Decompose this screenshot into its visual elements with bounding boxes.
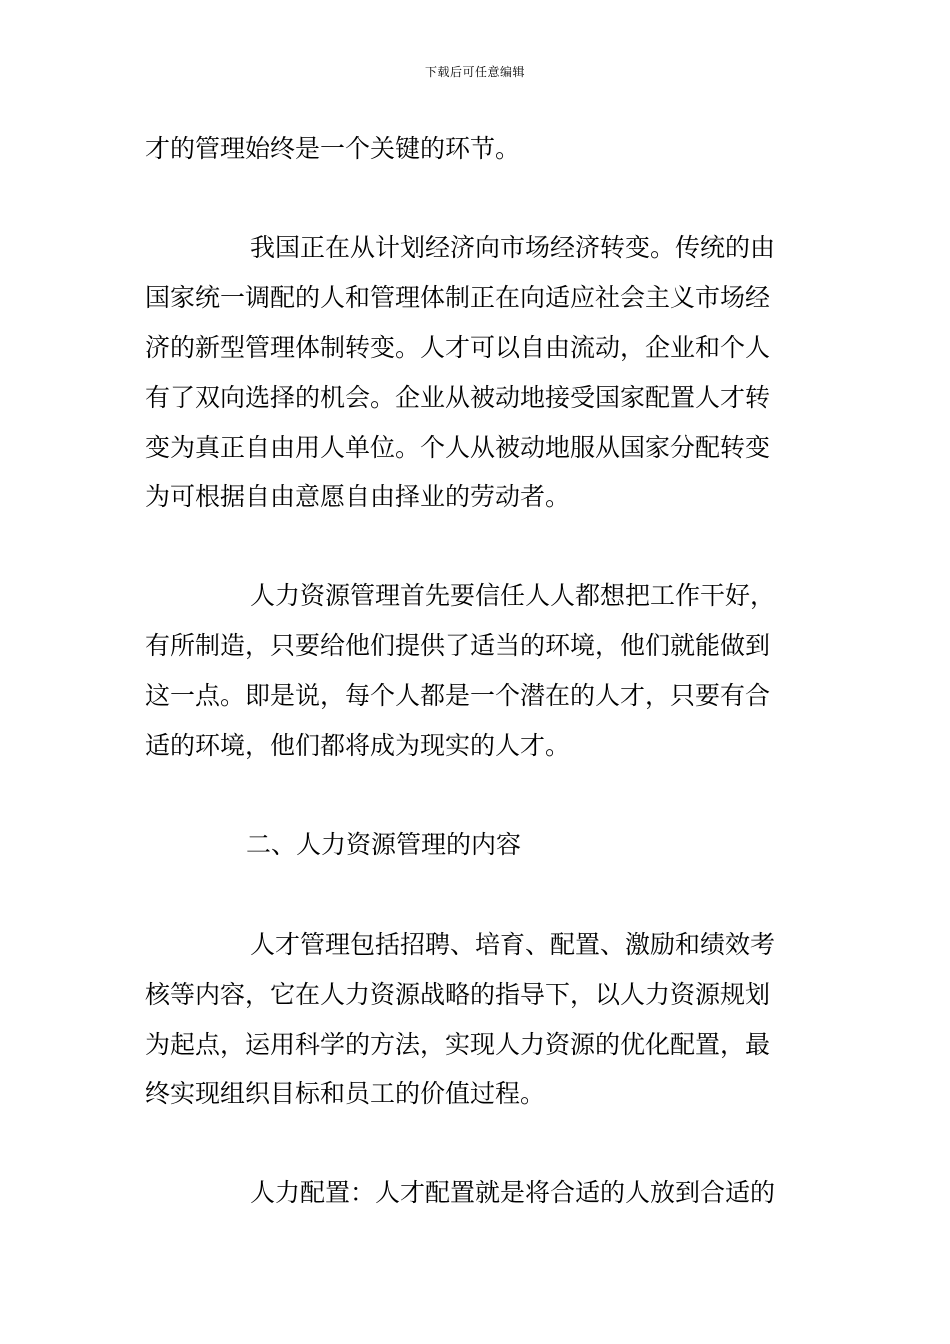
paragraph-line: 人才管理包括招聘、培育、配置、激励和绩效考 xyxy=(250,930,776,959)
paragraph-line: 这一点。即是说，每个人都是一个潜在的人才，只要有合 xyxy=(145,681,771,710)
paragraph-line: 适的环境，他们都将成为现实的人才。 xyxy=(145,731,571,760)
paragraph-line: 有了双向选择的机会。企业从被动地接受国家配置人才转 xyxy=(145,383,771,412)
paragraph-line: 人力资源管理首先要信任人人都想把工作干好， xyxy=(250,581,776,610)
paragraph-line: 我国正在从计划经济向市场经济转变。传统的由 xyxy=(250,233,776,262)
paragraph-line: 国家统一调配的人和管理体制正在向适应社会主义市场经 xyxy=(145,283,771,312)
paragraph-line: 济的新型管理体制转变。人才可以自由流动，企业和个人 xyxy=(145,333,771,362)
page-header: 下载后可任意编辑 xyxy=(424,65,525,79)
paragraph-line: 有所制造，只要给他们提供了适当的环境，他们就能做到 xyxy=(145,631,771,660)
section-heading: 二、人力资源管理的内容 xyxy=(246,830,522,859)
paragraph-line: 变为真正自由用人单位。个人从被动地服从国家分配转变 xyxy=(145,433,771,462)
paragraph-line: 才的管理始终是一个关键的环节。 xyxy=(145,134,521,163)
paragraph-line: 为可根据自由意愿自由择业的劳动者。 xyxy=(145,482,571,511)
paragraph-line: 为起点，运用科学的方法，实现人力资源的优化配置，最 xyxy=(145,1030,771,1059)
paragraph-line: 终实现组织目标和员工的价值过程。 xyxy=(145,1079,546,1108)
paragraph-line: 核等内容，它在人力资源战略的指导下，以人力资源规划 xyxy=(145,980,771,1009)
paragraph-line: 人力配置：人才配置就是将合适的人放到合适的 xyxy=(250,1178,776,1207)
